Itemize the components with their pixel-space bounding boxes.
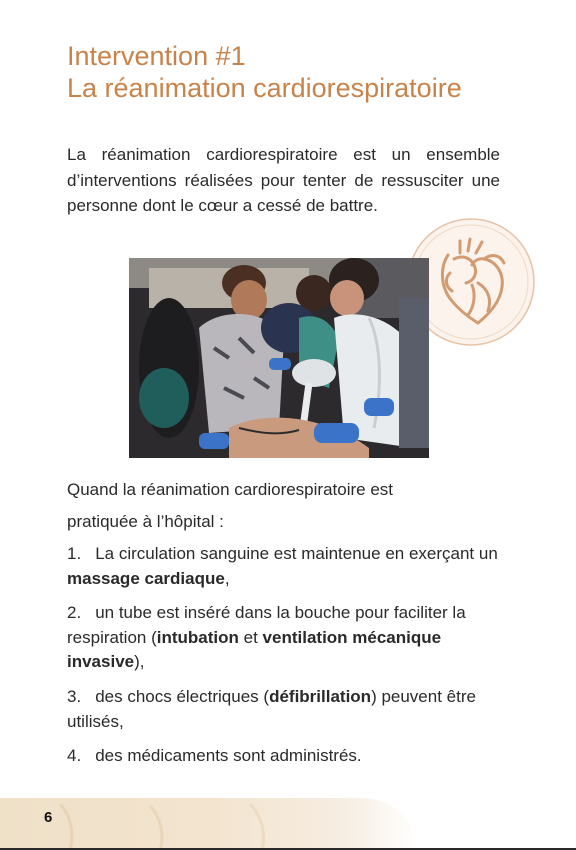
list-bold-term: intubation bbox=[156, 627, 239, 647]
title-line-1: Intervention #1 bbox=[67, 41, 246, 71]
list-text-middle: et bbox=[238, 627, 263, 647]
cpr-photo bbox=[129, 258, 429, 458]
list-text-end: ) peuvent être utilisés, bbox=[67, 687, 476, 731]
paragraph-line-2: pratiquée à l’hôpital : bbox=[67, 512, 224, 531]
hospital-intro-paragraph bbox=[67, 474, 512, 538]
list-text-end: ), bbox=[134, 652, 145, 671]
list-number: 3. bbox=[67, 687, 82, 706]
list-number: 1. bbox=[67, 544, 82, 563]
list-text: des chocs électriques ( bbox=[95, 687, 270, 706]
list-text: des médicaments sont administrés. bbox=[95, 746, 362, 765]
list-text: un tube est inséré dans la bouche pour faciliter la respiration ( bbox=[67, 603, 466, 647]
list-bold-term-2: ventilation mécanique invasive bbox=[67, 627, 442, 671]
list-text: La circulation sanguine est maintenue en exerçant un bbox=[95, 544, 498, 563]
list-bold-term: massage cardiaque bbox=[67, 568, 225, 588]
list-bold-term: défibrillation bbox=[269, 687, 372, 706]
list-number: 4. bbox=[67, 746, 82, 765]
list-number: 2. bbox=[67, 603, 82, 622]
list-item bbox=[67, 744, 512, 769]
paragraph-line-1: Quand la réanimation cardiorespiratoire est bbox=[67, 480, 394, 499]
list-item bbox=[67, 601, 512, 675]
intro-paragraph: La réanimation cardiorespiratoire est un ensemble d’interventions réalisées pour tenter de ressusciter une personne dont le cœur a cessé de battre. bbox=[67, 145, 500, 215]
title-line-2: La réanimation cardiorespiratoire bbox=[67, 73, 462, 103]
list-text-end: , bbox=[224, 568, 230, 588]
page-title bbox=[67, 40, 462, 104]
page-number: 6 bbox=[44, 809, 53, 826]
footer-band bbox=[0, 794, 576, 850]
list-item bbox=[67, 542, 512, 591]
list-item bbox=[67, 685, 512, 734]
